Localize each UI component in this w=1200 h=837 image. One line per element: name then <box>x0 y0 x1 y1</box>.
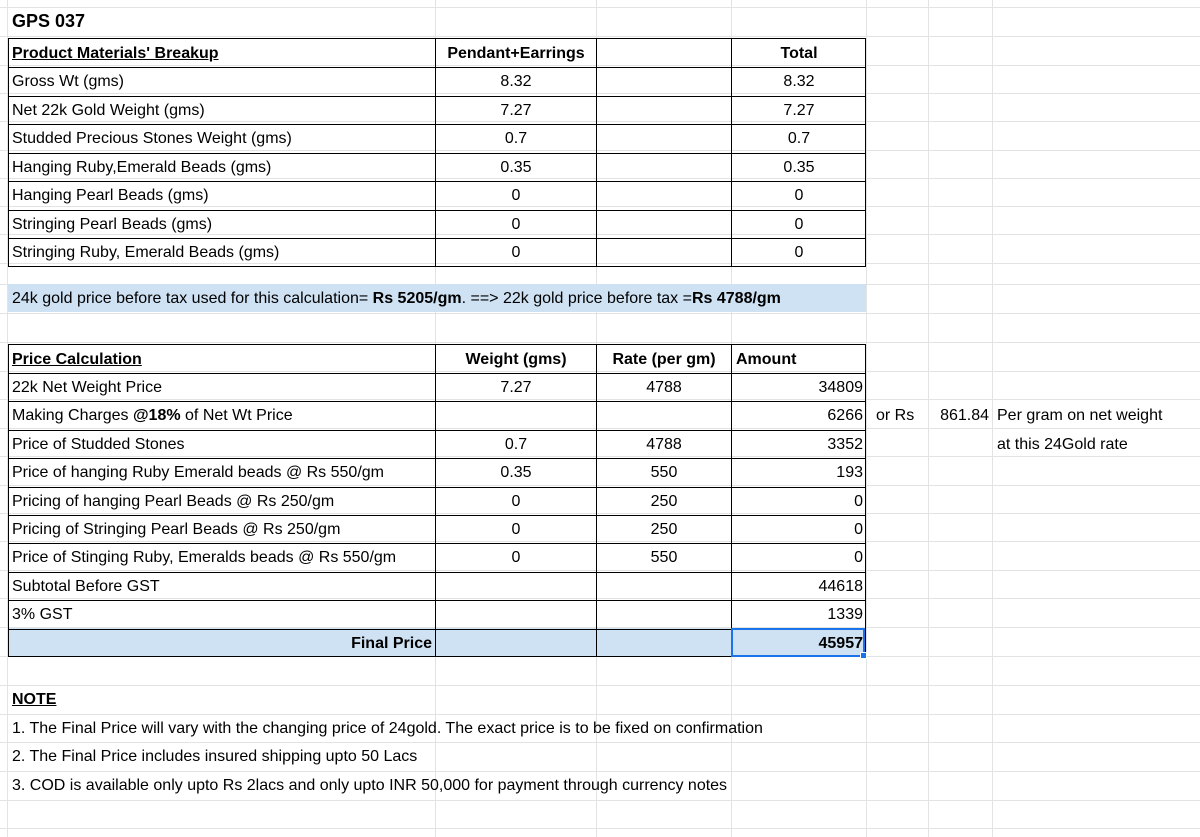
gst-amount[interactable]: 1339 <box>827 606 863 623</box>
price-header-rate[interactable]: Rate (per gm) <box>612 351 716 368</box>
side-note-text1[interactable]: Per gram on net weight <box>997 407 1163 424</box>
price-row-label[interactable]: Price of Stinging Ruby, Emeralds beads @ Rs 550/gm <box>12 549 397 566</box>
breakup-row-total[interactable]: 0.7 <box>787 130 811 147</box>
breakup-row-total[interactable]: 0 <box>794 187 804 204</box>
price-row-rate[interactable]: 550 <box>650 549 678 566</box>
breakup-row-label[interactable]: Gross Wt (gms) <box>12 73 124 90</box>
breakup-row-value[interactable]: 0 <box>511 216 521 233</box>
breakup-row-label[interactable]: Stringing Pearl Beads (gms) <box>12 216 213 233</box>
price-row-weight[interactable]: 0.7 <box>504 436 528 453</box>
note-line[interactable]: 2. The Final Price includes insured shipping upto 50 Lacs <box>12 748 418 765</box>
price-row-rate[interactable]: 550 <box>650 464 678 481</box>
price-header-weight[interactable]: Weight (gms) <box>465 351 567 368</box>
price-row-amount[interactable]: 3352 <box>827 436 863 453</box>
gold-rate-line[interactable] <box>8 285 888 313</box>
subtotal-label[interactable]: Subtotal Before GST <box>12 578 160 595</box>
breakup-row-value[interactable]: 0 <box>511 244 521 261</box>
breakup-row-value[interactable]: 0.35 <box>500 159 532 176</box>
gold-rate-prefix: 24k gold price before tax used for this calculation= <box>12 290 373 307</box>
price-row-weight[interactable]: 0 <box>511 549 521 566</box>
side-note-value[interactable]: 861.84 <box>940 407 989 424</box>
breakup-row-label[interactable]: Stringing Ruby, Emerald Beads (gms) <box>12 244 280 261</box>
selected-cell-outline[interactable] <box>731 628 865 657</box>
gridline <box>0 800 1200 801</box>
breakup-row-label[interactable]: Hanging Ruby,Emerald Beads (gms) <box>12 159 272 176</box>
breakup-row-value[interactable]: 8.32 <box>500 73 532 90</box>
gold-rate-24k: Rs 5205/gm <box>372 290 462 307</box>
making-charges-label[interactable] <box>8 402 435 430</box>
price-row-amount[interactable]: 0 <box>854 493 863 510</box>
gold-rate-mid: . ==> 22k gold price before tax = <box>461 290 692 307</box>
breakup-row-total[interactable]: 7.27 <box>783 102 815 119</box>
breakup-row-total[interactable]: 8.32 <box>783 73 815 90</box>
gold-rate-22k: Rs 4788/gm <box>691 290 781 307</box>
price-row-weight[interactable]: 0 <box>511 521 521 538</box>
price-row-weight[interactable]: 7.27 <box>500 379 532 396</box>
breakup-row-total[interactable]: 0.35 <box>783 159 815 176</box>
sheet-title[interactable]: GPS 037 <box>12 11 86 31</box>
note-line[interactable]: 3. COD is available only upto Rs 2lacs and only upto INR 50,000 for payment through currency notes <box>12 777 728 794</box>
making-charges-percent: @18% <box>132 407 181 424</box>
fill-handle[interactable] <box>860 652 867 659</box>
side-note-or[interactable]: or Rs <box>876 407 915 424</box>
price-row-weight[interactable]: 0.35 <box>500 464 532 481</box>
breakup-row-value[interactable]: 0 <box>511 187 521 204</box>
price-header-amount[interactable]: Amount <box>736 351 797 368</box>
side-note-text2[interactable]: at this 24Gold rate <box>997 436 1128 453</box>
gridline <box>0 342 1200 343</box>
breakup-header-label[interactable]: Product Materials' Breakup <box>12 45 219 62</box>
price-row-amount[interactable]: 0 <box>854 521 863 538</box>
price-row-label[interactable]: Price of Studded Stones <box>12 436 185 453</box>
price-header-label[interactable]: Price Calculation <box>12 351 142 368</box>
making-charges-pre: Making Charges <box>12 407 133 424</box>
breakup-row-value[interactable]: 7.27 <box>500 102 532 119</box>
making-charges-post: of Net Wt Price <box>180 407 293 424</box>
breakup-header-total[interactable]: Total <box>780 45 818 62</box>
subtotal-amount[interactable]: 44618 <box>818 578 863 595</box>
breakup-row-total[interactable]: 0 <box>794 216 804 233</box>
price-row-amount[interactable]: 0 <box>854 549 863 566</box>
breakup-row-label[interactable]: Net 22k Gold Weight (gms) <box>12 102 205 119</box>
breakup-row-value[interactable]: 0.7 <box>504 130 528 147</box>
gridline <box>0 36 1200 37</box>
price-row-weight[interactable]: 0 <box>511 493 521 510</box>
gridline <box>866 0 867 837</box>
breakup-row-label[interactable]: Studded Precious Stones Weight (gms) <box>12 130 292 147</box>
gridline <box>0 828 1200 829</box>
gst-label[interactable]: 3% GST <box>12 606 73 623</box>
breakup-row-label[interactable]: Hanging Pearl Beads (gms) <box>12 187 209 204</box>
final-price-amount[interactable]: 45957 <box>818 635 863 652</box>
price-row-rate[interactable]: 4788 <box>646 379 682 396</box>
making-charges-amount[interactable]: 6266 <box>827 407 863 424</box>
note-title[interactable]: NOTE <box>12 691 57 708</box>
breakup-row-total[interactable]: 0 <box>794 244 804 261</box>
price-row-label[interactable]: Price of hanging Ruby Emerald beads @ Rs 550/gm <box>12 464 384 481</box>
price-row-rate[interactable]: 250 <box>650 493 678 510</box>
breakup-header-col1[interactable]: Pendant+Earrings <box>447 45 585 62</box>
final-price-label[interactable]: Final Price <box>351 635 432 652</box>
price-row-label[interactable]: Pricing of Stringing Pearl Beads @ Rs 250/gm <box>12 521 341 538</box>
note-line[interactable]: 1. The Final Price will vary with the changing price of 24gold. The exact price is to be fixed on confirmation <box>12 720 763 737</box>
price-row-label[interactable]: Pricing of hanging Pearl Beads @ Rs 250/gm <box>12 493 335 510</box>
price-row-amount[interactable]: 193 <box>836 464 863 481</box>
price-row-amount[interactable]: 34809 <box>818 379 863 396</box>
gridline <box>0 313 1200 314</box>
price-row-label[interactable]: 22k Net Weight Price <box>12 379 162 396</box>
price-row-rate[interactable]: 250 <box>650 521 678 538</box>
price-row-rate[interactable]: 4788 <box>646 436 682 453</box>
